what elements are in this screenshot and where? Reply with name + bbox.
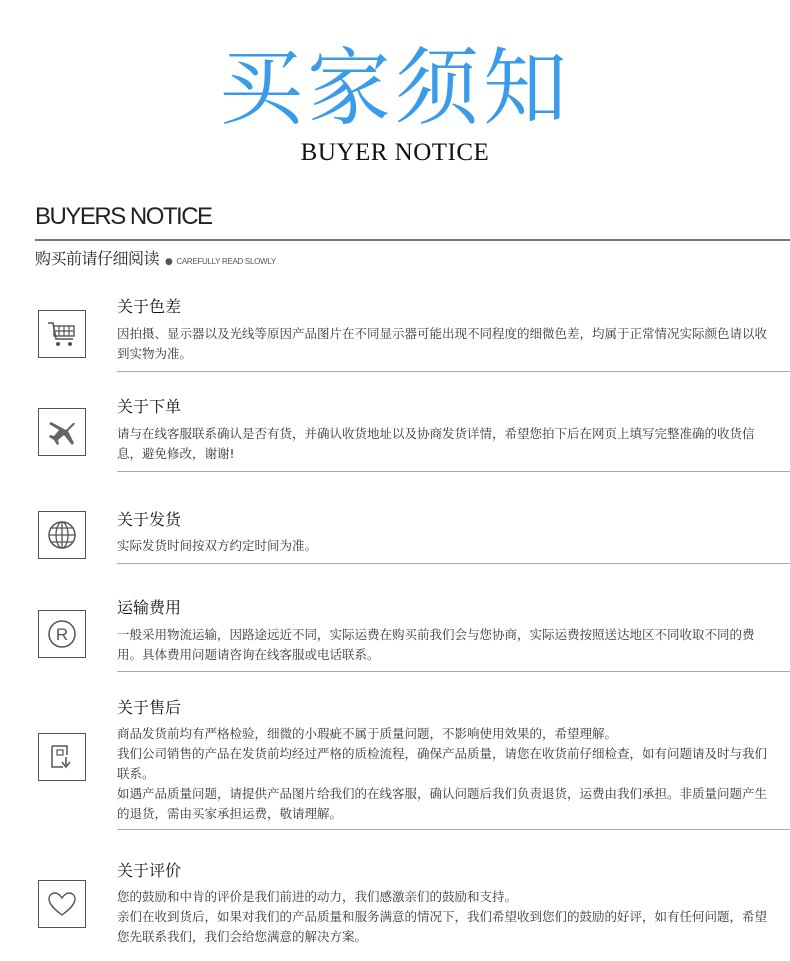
item-paragraph: 因拍摄、显示器以及光线等原因产品图片在不同显示器可能出现不同程度的细微色差，均属于正常情况实际颜色请以收到实物为准。 <box>117 326 768 361</box>
section-subheading <box>35 248 276 273</box>
bullet-dot: ● <box>165 257 173 267</box>
item-body <box>117 324 767 364</box>
subheading-text: 购买前请仔细阅读 <box>35 249 160 268</box>
page-subtitle: BUYER NOTICE <box>300 139 490 166</box>
item-paragraph: 亲们在收到货后，如果对我们的产品质量和服务满意的情况下，我们希望收到您们的鼓励的好评，如有任何问题，希望您先联系我们，我们会给您满意的解决方案。 <box>117 909 768 944</box>
item-paragraph: 您的鼓励和中肯的评价是我们前进的动力，我们感激亲们的鼓励和支持。 <box>117 889 518 904</box>
item-paragraph: 实际发货时间按双方约定时间为准。 <box>117 538 318 553</box>
item-title: 运输费用 <box>117 598 182 617</box>
item-divider <box>117 471 790 472</box>
item-body <box>117 887 767 947</box>
item-title: 关于发货 <box>117 510 182 529</box>
item-divider <box>117 671 790 672</box>
item-body <box>117 724 767 824</box>
item-body <box>117 424 767 464</box>
shopping-cart-icon <box>38 310 86 358</box>
item-body <box>117 625 767 665</box>
subheading-english: CAREFULLY READ SLOWLY <box>176 257 276 266</box>
item-title: 关于评价 <box>117 861 182 880</box>
registered-icon <box>38 610 86 658</box>
globe-icon <box>38 511 86 559</box>
item-paragraph: 商品发货前均有严格检验，细微的小瑕疵不属于质量问题，不影响使用效果的，希望理解。 <box>117 726 618 741</box>
item-divider <box>117 829 790 830</box>
return-box-icon <box>38 733 86 781</box>
section-heading: BUYERS NOTICE <box>35 203 212 230</box>
item-divider <box>117 371 790 372</box>
item-body <box>117 536 767 556</box>
item-title: 关于售后 <box>117 698 182 717</box>
item-title: 关于色差 <box>117 297 182 316</box>
item-title: 关于下单 <box>117 397 182 416</box>
heart-icon <box>38 880 86 928</box>
airplane-icon <box>38 408 86 456</box>
item-paragraph: 如遇产品质量问题，请提供产品图片给我们的在线客服，确认问题后我们负责退货，运费由我们承担。非质量问题产生的退货，需由买家承担运费，敬请理解。 <box>117 786 768 821</box>
page-title: 买家须知 <box>218 39 571 137</box>
item-paragraph: 一般采用物流运输，因路途远近不同，实际运费在购买前我们会与您协商，实际运费按照送达地区不同收取不同的费用。具体费用问题请咨询在线客服或电话联系。 <box>117 627 755 662</box>
item-divider <box>117 563 790 564</box>
item-paragraph: 请与在线客服联系确认是否有货，并确认收货地址以及协商发货详情，希望您拍下后在网页上填写完整准确的收货信息，避免修改，谢谢! <box>117 426 755 461</box>
svg-text:R: R <box>55 625 69 644</box>
item-paragraph: 我们公司销售的产品在发货前均经过严格的质检流程，确保产品质量，请您在收货前仔细检查，如有问题请及时与我们联系。 <box>117 746 768 781</box>
section-divider <box>35 239 790 241</box>
